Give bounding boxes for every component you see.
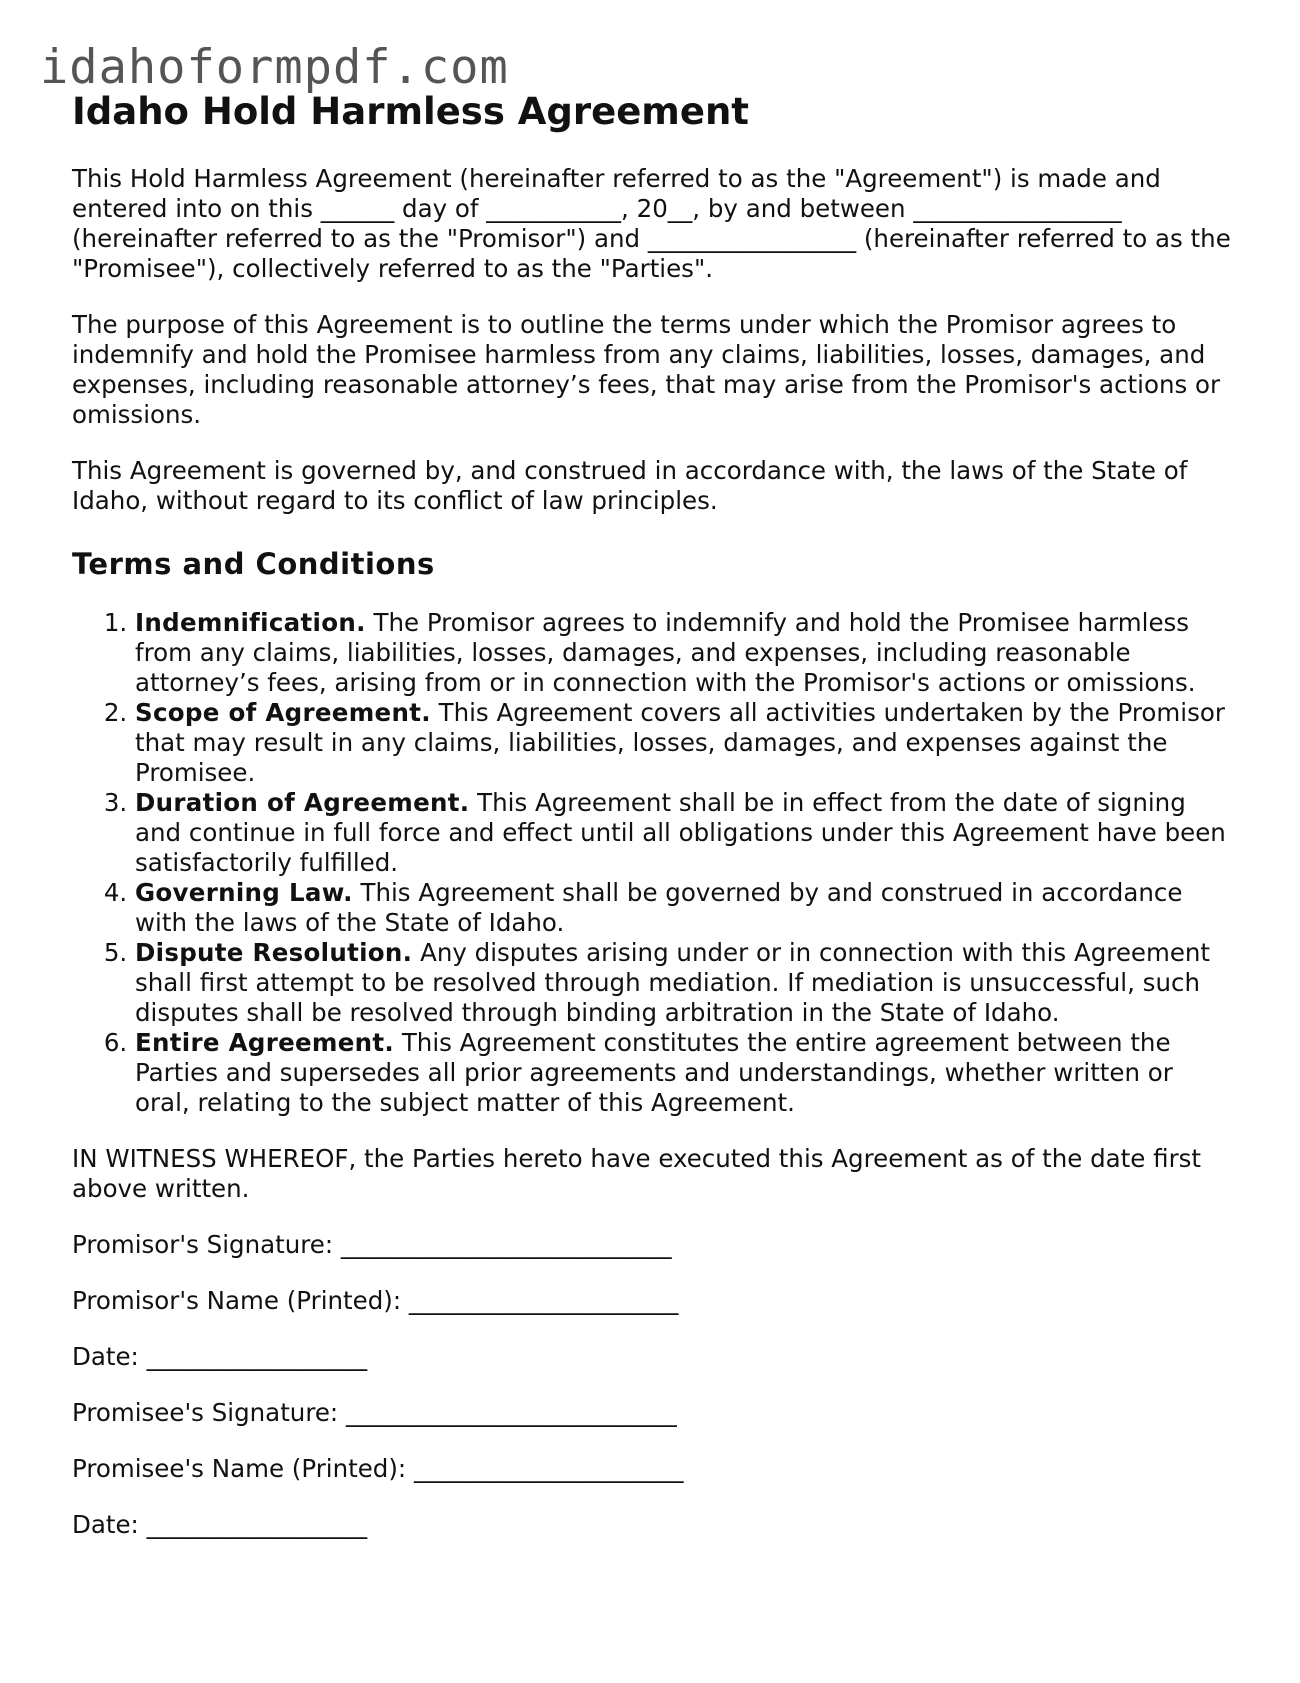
term-title: Indemnification. bbox=[135, 608, 366, 637]
watermark: idahoformpdf.com bbox=[40, 40, 509, 95]
term-title: Entire Agreement. bbox=[135, 1028, 395, 1057]
intro-text: , 20__, by and between bbox=[621, 194, 914, 223]
promisor-name-field[interactable]: ______________________ bbox=[408, 1286, 679, 1315]
promisor-date-line bbox=[72, 1342, 1232, 1372]
sig-label: Promisor's Name (Printed): bbox=[72, 1286, 409, 1315]
governing-paragraph: This Agreement is governed by, and construed in accordance with, the laws of the State of Idaho, without regard to its conflict of law principles. bbox=[72, 456, 1188, 515]
intro-text: (hereinafter referred to as the "Promisee"), collectively referred to as the "Parties". bbox=[72, 224, 1231, 283]
term-text: The Promisor agrees to indemnify and hold the Promisee harmless from any claims, liabilities, losses, damages, and expenses, including reasonable attorney’s fees, arising from or in connection with the Promisor's actions or omissions. bbox=[135, 608, 1196, 697]
term-text: This Agreement covers all activities undertaken by the Promisor that may result in any claims, liabilities, losses, damages, and expenses against the Promisee. bbox=[135, 698, 1225, 787]
sig-label: Date: bbox=[72, 1342, 147, 1371]
term-item bbox=[135, 608, 1232, 698]
term-text: This Agreement shall be governed by and construed in accordance with the laws of the State of Idaho. bbox=[135, 878, 1183, 937]
promisor-blank[interactable]: _________________ bbox=[913, 194, 1122, 223]
promisee-signature-field[interactable]: ___________________________ bbox=[345, 1398, 677, 1427]
promisor-date-field[interactable]: __________________ bbox=[146, 1342, 368, 1371]
term-title: Duration of Agreement. bbox=[135, 788, 470, 817]
promisor-signature-line bbox=[72, 1230, 1232, 1260]
day-blank[interactable]: ______ bbox=[320, 194, 395, 223]
document-title: Idaho Hold Harmless Agreement bbox=[72, 90, 749, 133]
intro-paragraph bbox=[72, 164, 1232, 284]
intro-text: day of bbox=[394, 194, 487, 223]
promisee-name-field[interactable]: ______________________ bbox=[413, 1454, 684, 1483]
intro-text: (hereinafter referred to as the "Promisor") and bbox=[72, 224, 648, 253]
document-page bbox=[72, 86, 1232, 1540]
term-text: Any disputes arising under or in connection with this Agreement shall first attempt to be resolved through mediation. If mediation is unsuccessful, such disputes shall be resolved through binding arbitration in the State of Idaho. bbox=[135, 938, 1211, 1027]
term-item bbox=[135, 698, 1232, 788]
term-item bbox=[135, 878, 1232, 938]
promisee-signature-line bbox=[72, 1398, 1232, 1428]
term-item bbox=[135, 938, 1232, 1028]
sig-label: Promisee's Name (Printed): bbox=[72, 1454, 414, 1483]
intro-text: This Hold Harmless Agreement (hereinafter referred to as the "Agreement") is made and entered into on this bbox=[72, 164, 1161, 223]
promisee-date-line bbox=[72, 1510, 1232, 1540]
sig-label: Date: bbox=[72, 1510, 147, 1539]
term-item bbox=[135, 788, 1232, 878]
term-text: This Agreement constitutes the entire agreement between the Parties and supersedes all prior agreements and understandings, whether written or oral, relating to the subject matter of this Agreement. bbox=[135, 1028, 1173, 1117]
promisor-signature-field[interactable]: ___________________________ bbox=[340, 1230, 672, 1259]
month-blank[interactable]: ___________ bbox=[486, 194, 622, 223]
term-title: Governing Law. bbox=[135, 878, 353, 907]
promisee-blank[interactable]: _________________ bbox=[647, 224, 857, 253]
promisee-date-field[interactable]: __________________ bbox=[146, 1510, 368, 1539]
term-text: This Agreement shall be in effect from the date of signing and continue in full force and effect until all obligations under this Agreement have been satisfactorily fulfilled. bbox=[135, 788, 1226, 877]
promisee-name-line bbox=[72, 1454, 1232, 1484]
sig-label: Promisee's Signature: bbox=[72, 1398, 346, 1427]
promisor-name-line bbox=[72, 1286, 1232, 1316]
purpose-paragraph: The purpose of this Agreement is to outline the terms under which the Promisor agrees to indemnify and hold the Promisee harmless from any claims, liabilities, losses, damages, and expenses, including reasonable attorney’s fees, that may arise from the Promisor's actions or omissions. bbox=[72, 310, 1221, 429]
witness-paragraph: IN WITNESS WHEREOF, the Parties hereto have executed this Agreement as of the date first above written. bbox=[72, 1144, 1202, 1203]
sig-label: Promisor's Signature: bbox=[72, 1230, 341, 1259]
terms-list bbox=[72, 608, 1232, 1118]
term-item bbox=[135, 1028, 1232, 1118]
term-title: Scope of Agreement. bbox=[135, 698, 431, 727]
terms-heading: Terms and Conditions bbox=[72, 547, 435, 581]
term-title: Dispute Resolution. bbox=[135, 938, 413, 967]
